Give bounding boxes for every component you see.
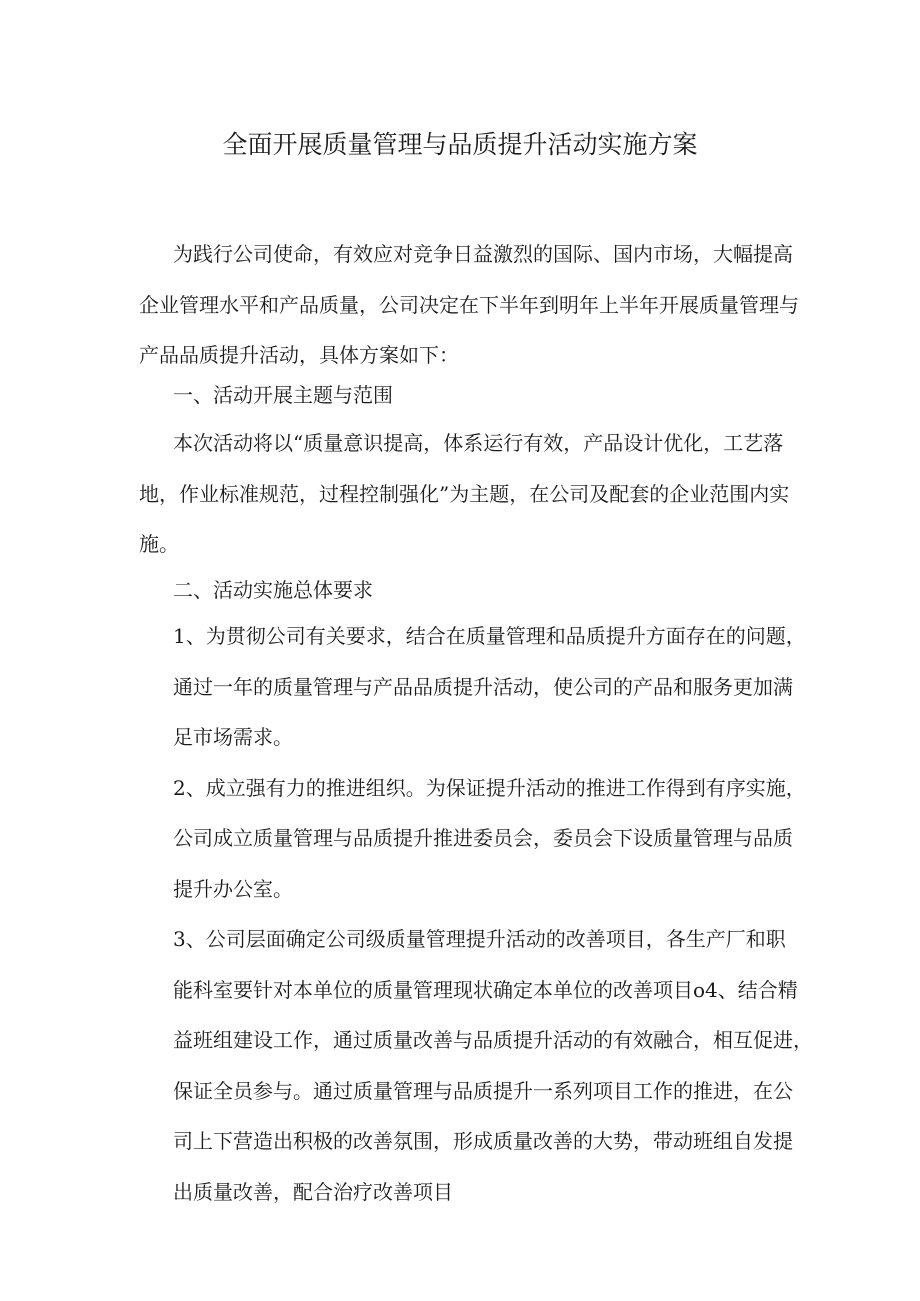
list-item-line: 3、公司层面确定公司级质量管理提升活动的改善项目，各生产厂和职 [173,927,786,951]
list-item-line: 出质量改善，配合治疗改善项目 [173,1179,453,1204]
list-item [173,763,806,915]
intro-paragraph [139,229,803,381]
intro-line: 企业管理水平和产品质量，公司决定在下半年到明年上半年开展质量管理与 [139,292,799,317]
list-item-line: 益班组建设工作，通过质量改善与品质提升活动的有效融合，相互促进， [173,1028,813,1052]
intro-line: 为践行公司使命，有效应对竞争日益激烈的国际、国内市场，大幅提高 [173,242,793,266]
section-1-line: 施。 [139,532,179,556]
list-item-line: 提升办公室。 [173,876,293,901]
section-2-items [173,611,813,1217]
document-title: 全面开展质量管理与品质提升活动实施方案 [222,130,698,159]
section-1-heading: 一、活动开展主题与范围 [173,383,393,407]
list-item [173,914,813,1217]
list-item-line: 通过一年的质量管理与产品品质提升活动，使公司的产品和服务更加满 [173,674,793,699]
list-item [173,611,806,763]
list-item-line: 足市场需求。 [173,725,293,749]
list-item-line: 1、为贯彻公司有关要求，结合在质量管理和品质提升方面存在的问题， [173,624,806,648]
list-item-line: 2、成立强有力的推进组织。为保证提升活动的推进工作得到有序实施， [173,775,806,800]
list-item-line: 司上下营造出积极的改善氛围，形成质量改善的大势，带动班组自发提 [173,1129,793,1153]
list-item-line: 保证全员参与。通过质量管理与品质提升一系列项目工作的推进，在公 [173,1078,793,1103]
section-1-line: 本次活动将以“质量意识提高，体系运行有效，产品设计优化，工艺落 [173,431,784,455]
list-item-line: 公司成立质量管理与品质提升推进委员会，委员会下设质量管理与品质 [173,826,793,850]
intro-line: 产品品质提升活动，具体方案如下： [139,343,459,367]
list-item-line: 能科室要针对本单位的质量管理现状确定本单位的改善项目o4、结合精 [173,977,798,1002]
section-1-paragraph [139,418,803,570]
section-2-heading: 二、活动实施总体要求 [173,578,373,602]
section-1-line: 地，作业标准规范，过程控制强化”为主题，在公司及配套的企业范围内实 [139,481,790,506]
